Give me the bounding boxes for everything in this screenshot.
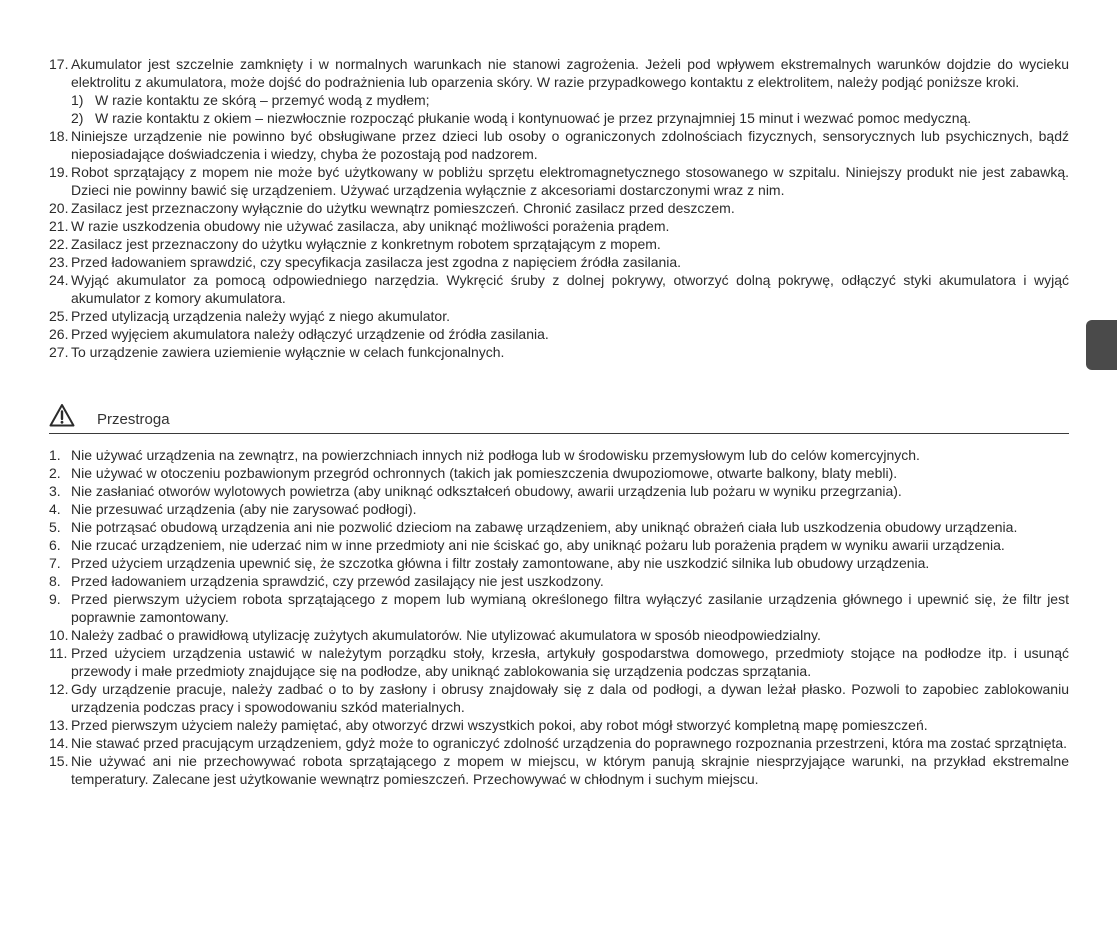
item-text: Niniejsze urządzenie nie powinno być obsługiwane przez dzieci lub osoby o ograniczonych zdolnościach fizycznych, sensorycznych lub psychicznych, bądź nieposiadające doświadczenia i wiedzy, chyba że pozostają pod nadzorem.: [71, 128, 1069, 162]
item-number: 10.: [49, 627, 69, 643]
item-number: 21.: [49, 218, 69, 234]
item-number: 15.: [49, 753, 69, 769]
sub-step: [71, 91, 1069, 109]
list-item: [49, 55, 1069, 91]
item-number: 26.: [49, 326, 69, 342]
list-item: [49, 644, 1069, 680]
sub-step-text: W razie kontaktu z okiem – niezwłocznie rozpocząć płukanie wodą i kontynuować je przez przynajmniej 15 minut i wezwać pomoc medyczną.: [95, 110, 972, 126]
list-item: [49, 482, 1069, 500]
item-number: 25.: [49, 308, 69, 324]
item-text: Akumulator jest szczelnie zamknięty i w normalnych warunkach nie stanowi zagrożenia. Jeżeli pod wpływem ekstremalnych warunków dojdzie do wycieku elektrolitu z akumulatora, może dojść do podrażnienia lub oparzenia skóry. W razie przypadkowego kontaktu z elektrolitem, należy podjąć poniższe kroki.: [71, 56, 1069, 90]
list-item: [49, 271, 1069, 307]
item-number: 14.: [49, 735, 69, 751]
item-text: Nie zasłaniać otworów wylotowych powietrza (aby uniknąć odkształceń obudowy, awarii urządzenia lub pożaru w wyniku przegrzania).: [71, 483, 902, 499]
item-number: 7.: [49, 555, 61, 571]
item-text: Nie rzucać urządzeniem, nie uderzać nim w inne przedmioty ani nie ściskać go, aby uniknąć pożaru lub porażenia prądem w wyniku awarii urządzenia.: [71, 537, 1005, 553]
item-text: Nie używać urządzenia na zewnątrz, na powierzchniach innych niż podłoga lub w środowisku przemysłowym lub do celów komercyjnych.: [71, 447, 920, 463]
item-number: 17.: [49, 56, 69, 72]
item-text: Należy zadbać o prawidłową utylizację zużytych akumulatorów. Nie utylizować akumulatora w sposób nieodpowiedzialny.: [71, 627, 821, 643]
item-number: 4.: [49, 501, 61, 517]
list-item: [49, 446, 1069, 464]
list-item: [49, 500, 1069, 518]
list-item: [49, 716, 1069, 734]
item-number: 6.: [49, 537, 61, 553]
item-text: Przed ładowaniem sprawdzić, czy specyfikacja zasilacza jest zgodna z napięciem źródła zasilania.: [71, 254, 682, 270]
item-text: Przed utylizacją urządzenia należy wyjąć z niego akumulator.: [71, 308, 450, 324]
safety-list-continued: [49, 55, 1069, 361]
sub-step-number: 1): [71, 92, 84, 108]
list-item: [49, 536, 1069, 554]
item-number: 1.: [49, 447, 61, 463]
item-text: Przed użyciem urządzenia ustawić w należytym porządku stoły, krzesła, artykuły gospodarstwa domowego, przedmioty stojące na podłodze itp. i usunąć przewody i małe przedmioty znajdujące się na podłodze, aby uniknąć zablokowania się urządzenia podczas sprzątania.: [71, 645, 1069, 679]
item-text: Gdy urządzenie pracuje, należy zadbać o to by zasłony i obrusy znajdowały się z dala od podłogi, a dywan leżał płasko. Pozwoli to zapobiec zablokowaniu urządzenia podczas pracy i spowodowaniu szkód materialnych.: [71, 681, 1069, 715]
item-number: 22.: [49, 236, 69, 252]
item-text: Przed wyjęciem akumulatora należy odłączyć urządzenie od źródła zasilania.: [71, 326, 549, 342]
item-number: 5.: [49, 519, 61, 535]
item-text: Robot sprzątający z mopem nie może być użytkowany w pobliżu sprzętu elektromagnetycznego stosowanego w szpitalu. Niniejszy produkt nie jest zabawką. Dzieci nie powinny bawić się urządzeniem. Używać urządzenia wyłącznie z akcesoriami dostarczonymi wraz z nim.: [71, 164, 1069, 198]
item-number: 23.: [49, 254, 69, 270]
list-item: [49, 518, 1069, 536]
list-item: [49, 590, 1069, 626]
list-item: [49, 343, 1069, 361]
list-item: [49, 127, 1069, 163]
item-text: Zasilacz jest przeznaczony do użytku wyłącznie z konkretnym robotem sprzątającym z mopem.: [71, 236, 661, 252]
item-text: Nie przesuwać urządzenia (aby nie zarysować podłogi).: [71, 501, 417, 517]
item-text: Zasilacz jest przeznaczony wyłącznie do użytku wewnątrz pomieszczeń. Chronić zasilacz przed deszczem.: [71, 200, 735, 216]
item-number: 24.: [49, 272, 69, 288]
item-number: 2.: [49, 465, 61, 481]
item-text: Nie stawać przed pracującym urządzeniem, gdyż może to ograniczyć zdolność urządzenia do poprawnego rozpoznania przestrzeni, która ma zostać sprzątnięta.: [71, 735, 1068, 751]
list-item: [49, 307, 1069, 325]
item-number: 12.: [49, 681, 69, 697]
list-item: [49, 626, 1069, 644]
sub-step-text: W razie kontaktu ze skórą – przemyć wodą z mydłem;: [95, 92, 430, 108]
list-item: [49, 217, 1069, 235]
item-text: Nie używać w otoczeniu pozbawionym przegród ochronnych (takich jak pomieszczenia dwupoziomowe, otwarte balkony, blaty mebli).: [71, 465, 898, 481]
warning-triangle-icon: [49, 403, 75, 427]
list-item: [49, 464, 1069, 482]
sub-step: [71, 109, 1069, 127]
caution-list: [49, 446, 1069, 788]
item-text: Przed pierwszym użyciem należy pamiętać, aby otworzyć drzwi wszystkich pokoi, aby robot mógł stworzyć kompletną mapę pomieszczeń.: [71, 717, 928, 733]
list-item: [49, 163, 1069, 199]
item-number: 11.: [49, 645, 68, 661]
item-text: Nie potrząsać obudową urządzenia ani nie pozwolić dzieciom na zabawę urządzeniem, aby uniknąć obrażeń ciała lub uszkodzenia obudowy urządzenia.: [71, 519, 1018, 535]
item-number: 19.: [49, 164, 69, 180]
caution-title: Przestroga: [97, 410, 170, 428]
list-item: [49, 253, 1069, 271]
list-item: [49, 325, 1069, 343]
item-text: W razie uszkodzenia obudowy nie używać zasilacza, aby uniknąć możliwości porażenia prądem.: [71, 218, 670, 234]
item-text: Nie używać ani nie przechowywać robota sprzątającego z mopem w miejscu, w którym panują skrajnie niesprzyjające warunki, na przykład ekstremalne temperatury. Zalecane jest użytkowanie wewnątrz pomieszczeń. Przechowywać w chłodnym i suchym miejscu.: [71, 753, 1069, 787]
item-number: 8.: [49, 573, 61, 589]
item-number: 9.: [49, 591, 61, 607]
item-text: Przed użyciem urządzenia upewnić się, że szczotka główna i filtr zostały zamontowane, aby nie uszkodzić silnika lub obudowy urządzenia.: [71, 555, 930, 571]
item-number: 18.: [49, 128, 69, 144]
item-number: 13.: [49, 717, 69, 733]
item-number: 27.: [49, 344, 69, 360]
item-number: 3.: [49, 483, 61, 499]
item-text: Wyjąć akumulator za pomocą odpowiedniego narzędzia. Wykręcić śruby z dolnej pokrywy, otworzyć dolną pokrywę, odłączyć styki akumulatora i wyjąć akumulator z komory akumulatora.: [71, 272, 1069, 306]
section-tab-marker: [1086, 320, 1117, 370]
manual-page: [49, 55, 1069, 787]
item-number: 20.: [49, 200, 69, 216]
list-item: [49, 734, 1069, 752]
list-item: [49, 199, 1069, 217]
caution-heading: [49, 401, 1069, 434]
list-item: [49, 554, 1069, 572]
item-text: To urządzenie zawiera uziemienie wyłącznie w celach funkcjonalnych.: [71, 344, 505, 360]
item-text: Przed ładowaniem urządzenia sprawdzić, czy przewód zasilający nie jest uszkodzony.: [71, 573, 604, 589]
list-item: [49, 680, 1069, 716]
list-item: [49, 572, 1069, 590]
list-item: [49, 235, 1069, 253]
item-text: Przed pierwszym użyciem robota sprzątającego z mopem lub wymianą określonego filtra wyłączyć zasilanie urządzenia głównego i upewnić się, że filtr jest poprawnie zamontowany.: [71, 591, 1069, 625]
list-item: [49, 752, 1069, 788]
sub-step-number: 2): [71, 110, 84, 126]
